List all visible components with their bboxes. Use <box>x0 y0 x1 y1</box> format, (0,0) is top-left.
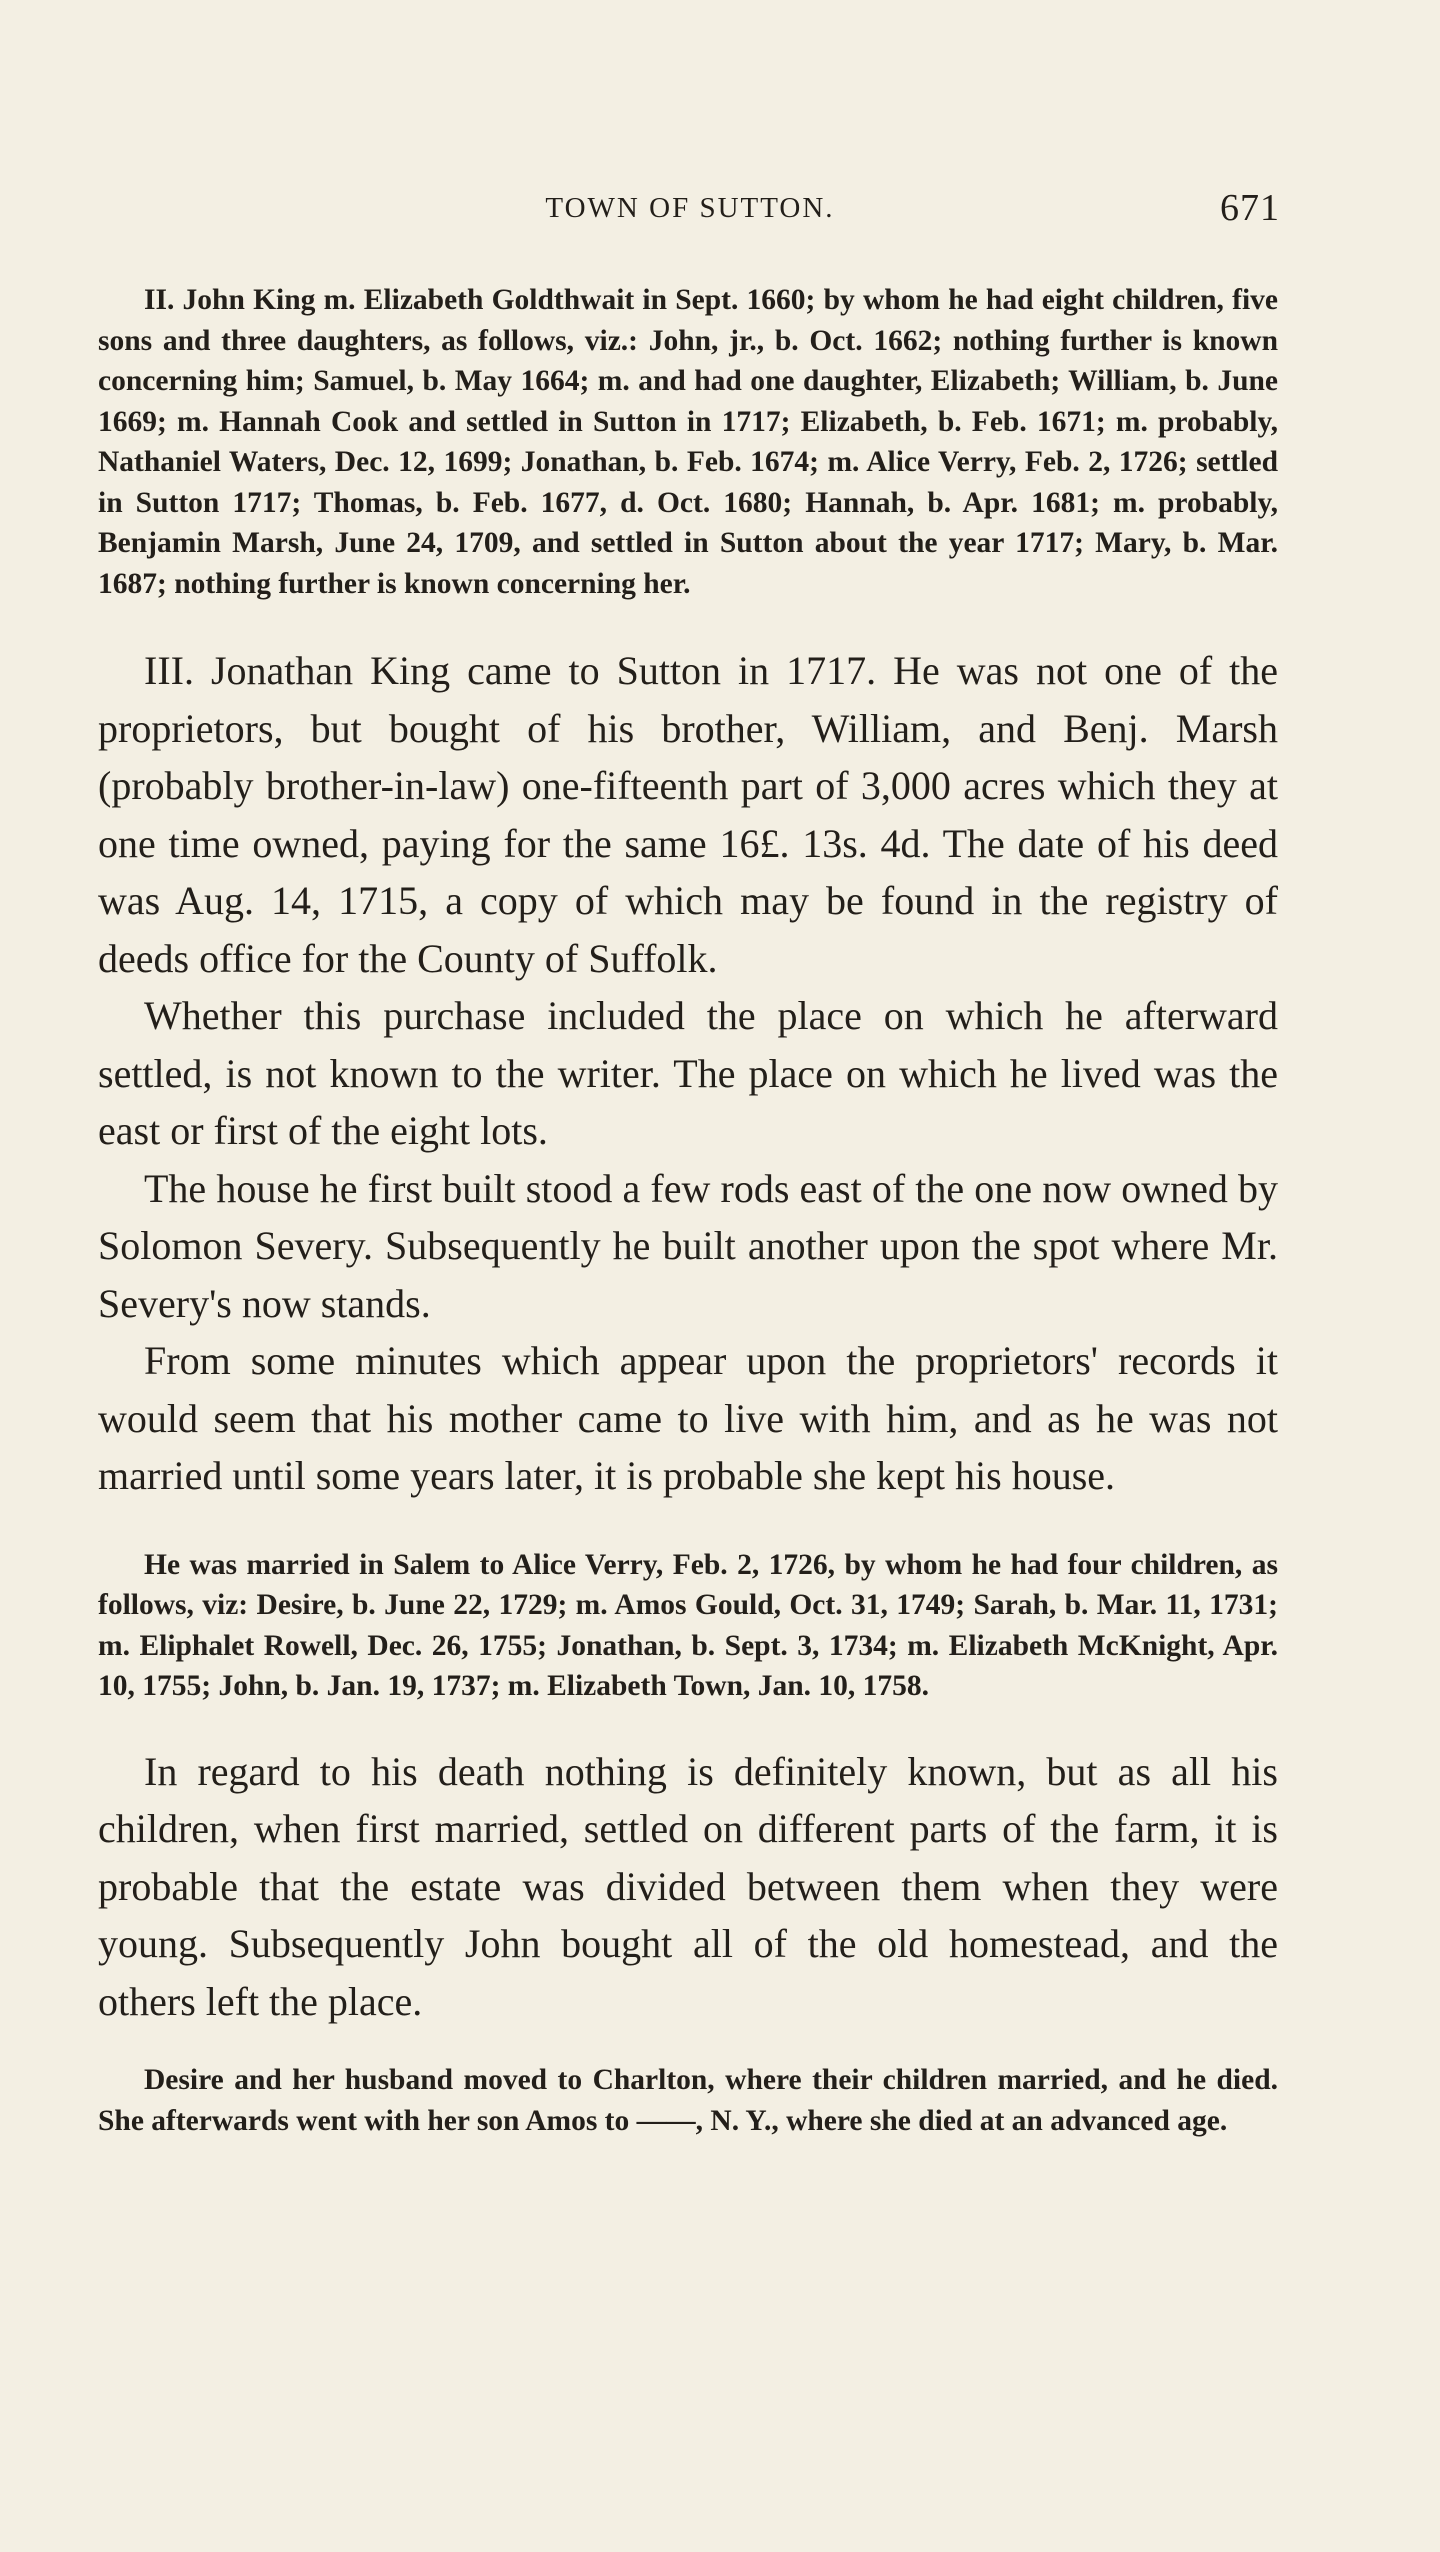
paragraph-desire: Desire and her husband moved to Charlton, where their children married, and he died. She afterwards went with her son Amos to ——, N. Y., where she died at an advanced age. <box>98 2064 1278 2137</box>
paragraph-marriage-children: He was married in Salem to Alice Verry, Feb. 2, 1726, by whom he had four children, as follows, viz: Desire, b. June 22, 1729; m. Amos Gould, Oct. 31, 1749; Sarah, b. Mar. 11, 1731; m. Eliphalet Rowell, Dec. 26, 1755; Jonathan, b. Sept. 3, 1734; m. Elizabeth McKnight, Apr. 10, 1755; John, b. Jan. 19, 1737; m. Elizabeth Town, Jan. 10, 1758. <box>98 1548 1278 1702</box>
paragraph-jonathan-king-arrival: III. Jonathan King came to Sutton in 1717. He was not one of the proprietors, but bought of his brother, William, and Benj. Marsh (probably brother-in-law) one-fifteenth part of 3,000 acres which they at one time owned, paying for the same 16£. 13s. 4d. The date of his deed was Aug. 14, 1715, a copy of which may be found in the registry of deeds office for the County of Suffolk. <box>98 648 1278 981</box>
paragraph-john-king-children: II. John King m. Elizabeth Goldthwait in Sept. 1660; by whom he had eight children, five sons and three daughters, as follows, viz.: John, jr., b. Oct. 1662; nothing further is known concerning him; Samuel, b. May 1664; m. and had one daughter, Elizabeth; William, b. June 1669; m. Hannah Cook and settled in Sutton in 1717; Elizabeth, b. Feb. 1671; m. probably, Nathaniel Waters, Dec. 12, 1699; Jonathan, b. Feb. 1674; m. Alice Verry, Feb. 2, 1726; settled in Sutton 1717; Thomas, b. Feb. 1677, d. Oct. 1680; Hannah, b. Apr. 1681; m. probably, Benjamin Marsh, June 24, 1709, and settled in Sutton about the year 1717; Mary, b. Mar. 1687; nothing further is known concerning her. <box>98 284 1278 600</box>
paragraph-house: The house he first built stood a few rods east of the one now owned by Solomon Severy. Subsequently he built another upon the spot where Mr. Severy's now stands. <box>98 1165 1278 1326</box>
paragraph-proprietors-records: From some minutes which appear upon the proprietors' records it would seem that his mother came to live with him, and as he was not married until some years later, it is probable she kept his house. <box>98 1338 1278 1498</box>
page-body <box>98 280 1278 2141</box>
running-title: TOWN OF SUTTON. <box>545 192 835 224</box>
running-head <box>100 186 1280 236</box>
page-number: 671 <box>1220 187 1280 229</box>
paragraph-death-estate: In regard to his death nothing is definitely known, but as all his children, when first married, settled on different parts of the farm, it is probable that the estate was divided between them when they were young. Subsequently John bought all of the old homestead, and the others left the place. <box>98 1748 1278 2024</box>
paragraph-purchase-lots: Whether this purchase included the place on which he afterward settled, is not known to the writer. The place on which he lived was the east or first of the eight lots. <box>98 993 1278 1153</box>
